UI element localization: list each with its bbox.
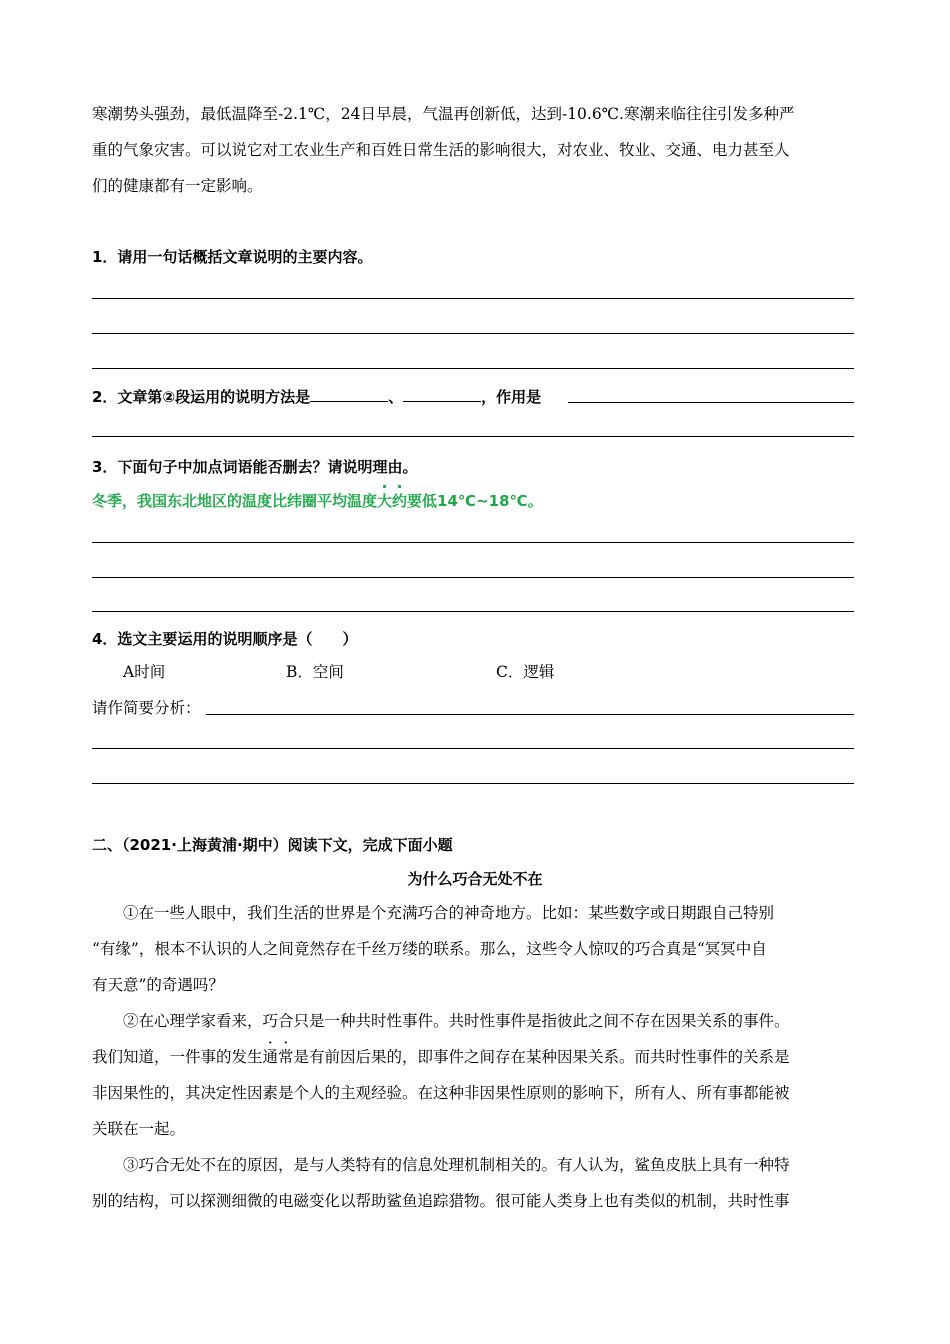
option-b[interactable]: B．空间 bbox=[286, 663, 344, 681]
paragraph-line: ③巧合无处不在的原因，是与人类特有的信息处理机制相关的。有人认为，鲨鱼皮肤上具有一种特 bbox=[123, 1156, 790, 1174]
blank-method-2[interactable] bbox=[403, 385, 481, 402]
answer-line[interactable] bbox=[92, 298, 854, 299]
paragraph-line: 有天意”的奇遇吗？ bbox=[92, 976, 224, 994]
passage-line: 寒潮势头强劲，最低温降至-2.1℃，24日早晨，气温再创新低，达到-10.6℃.寒潮来临往往引发多种严 bbox=[92, 105, 795, 123]
dotted-word: 大 bbox=[377, 492, 393, 510]
paragraph-line: 别的结构，可以探测细微的电磁变化以帮助鲨鱼追踪猎物。很可能人类身上也有类似的机制，共时性事 bbox=[92, 1192, 790, 1210]
answer-line[interactable] bbox=[92, 611, 854, 612]
question-2-sep: 、 bbox=[388, 388, 404, 406]
answer-line[interactable] bbox=[92, 577, 854, 578]
answer-line[interactable] bbox=[92, 542, 854, 543]
paragraph-line: 我们知道，一件事的发生通常是有前因后果的，即事件之间存在某种因果关系。而共时性事件的关系是 bbox=[92, 1048, 790, 1066]
answer-line[interactable] bbox=[92, 748, 854, 749]
paragraph-line: ①在一些人眼中，我们生活的世界是个充满巧合的神奇地方。比如：某些数字或日期跟自己特别 bbox=[123, 904, 775, 922]
answer-line[interactable] bbox=[92, 783, 854, 784]
section-heading: 二、（2021·上海黄浦·期中）阅读下文，完成下面小题 bbox=[92, 836, 453, 854]
paragraph-line: 非因果性的，其决定性因素是个人的主观经验。在这种非因果性原则的影响下，所有人、所有事都能被 bbox=[92, 1084, 790, 1102]
answer-line[interactable] bbox=[92, 436, 854, 437]
dotted-word: 约 bbox=[392, 492, 408, 510]
question-2 bbox=[92, 385, 541, 407]
paragraph-line: “有缘”，根本不认识的人之间竟然存在千丝万缕的联系。那么，这些令人惊叹的巧合真是“冥冥中自 bbox=[92, 940, 767, 958]
answer-line[interactable] bbox=[92, 368, 854, 369]
dotted-word: 常 bbox=[278, 1048, 294, 1066]
question-1: 1．请用一句话概括文章说明的主要内容。 bbox=[92, 248, 373, 266]
blank-method-1[interactable] bbox=[310, 385, 388, 402]
blank-effect[interactable] bbox=[568, 402, 854, 403]
analysis-label: 请作简要分析： bbox=[92, 699, 201, 717]
paragraph-line: ②在心理学家看来，巧合只是一种共时性事件。共时性事件是指彼此之间不存在因果关系的事件。 bbox=[123, 1012, 790, 1030]
question-4: 4．选文主要运用的说明顺序是（ ） bbox=[92, 630, 358, 648]
passage-line: 们的健康都有一定影响。 bbox=[92, 177, 263, 195]
option-a[interactable]: A时间 bbox=[123, 663, 166, 681]
article-title: 为什么巧合无处不在 bbox=[407, 870, 543, 888]
answer-line[interactable] bbox=[92, 333, 854, 334]
passage-line: 重的气象灾害。可以说它对工农业生产和百姓日常生活的影响很大，对农业、牧业、交通、电力甚至人 bbox=[92, 141, 790, 159]
highlighted-sentence: 冬季，我国东北地区的温度比纬圈平均温度大约要低14℃~18℃。 bbox=[92, 492, 543, 510]
answer-line[interactable] bbox=[206, 714, 854, 715]
question-2-part1: 2．文章第②段运用的说明方法是 bbox=[92, 388, 311, 406]
paragraph-line: 关联在一起。 bbox=[92, 1120, 186, 1138]
option-c[interactable]: C．逻辑 bbox=[496, 663, 555, 681]
dotted-word: 通 bbox=[262, 1048, 279, 1066]
question-3: 3．下面句子中加点词语能否删去？请说明理由。 bbox=[92, 458, 418, 476]
question-2-part2: ，作用是 bbox=[481, 388, 542, 406]
